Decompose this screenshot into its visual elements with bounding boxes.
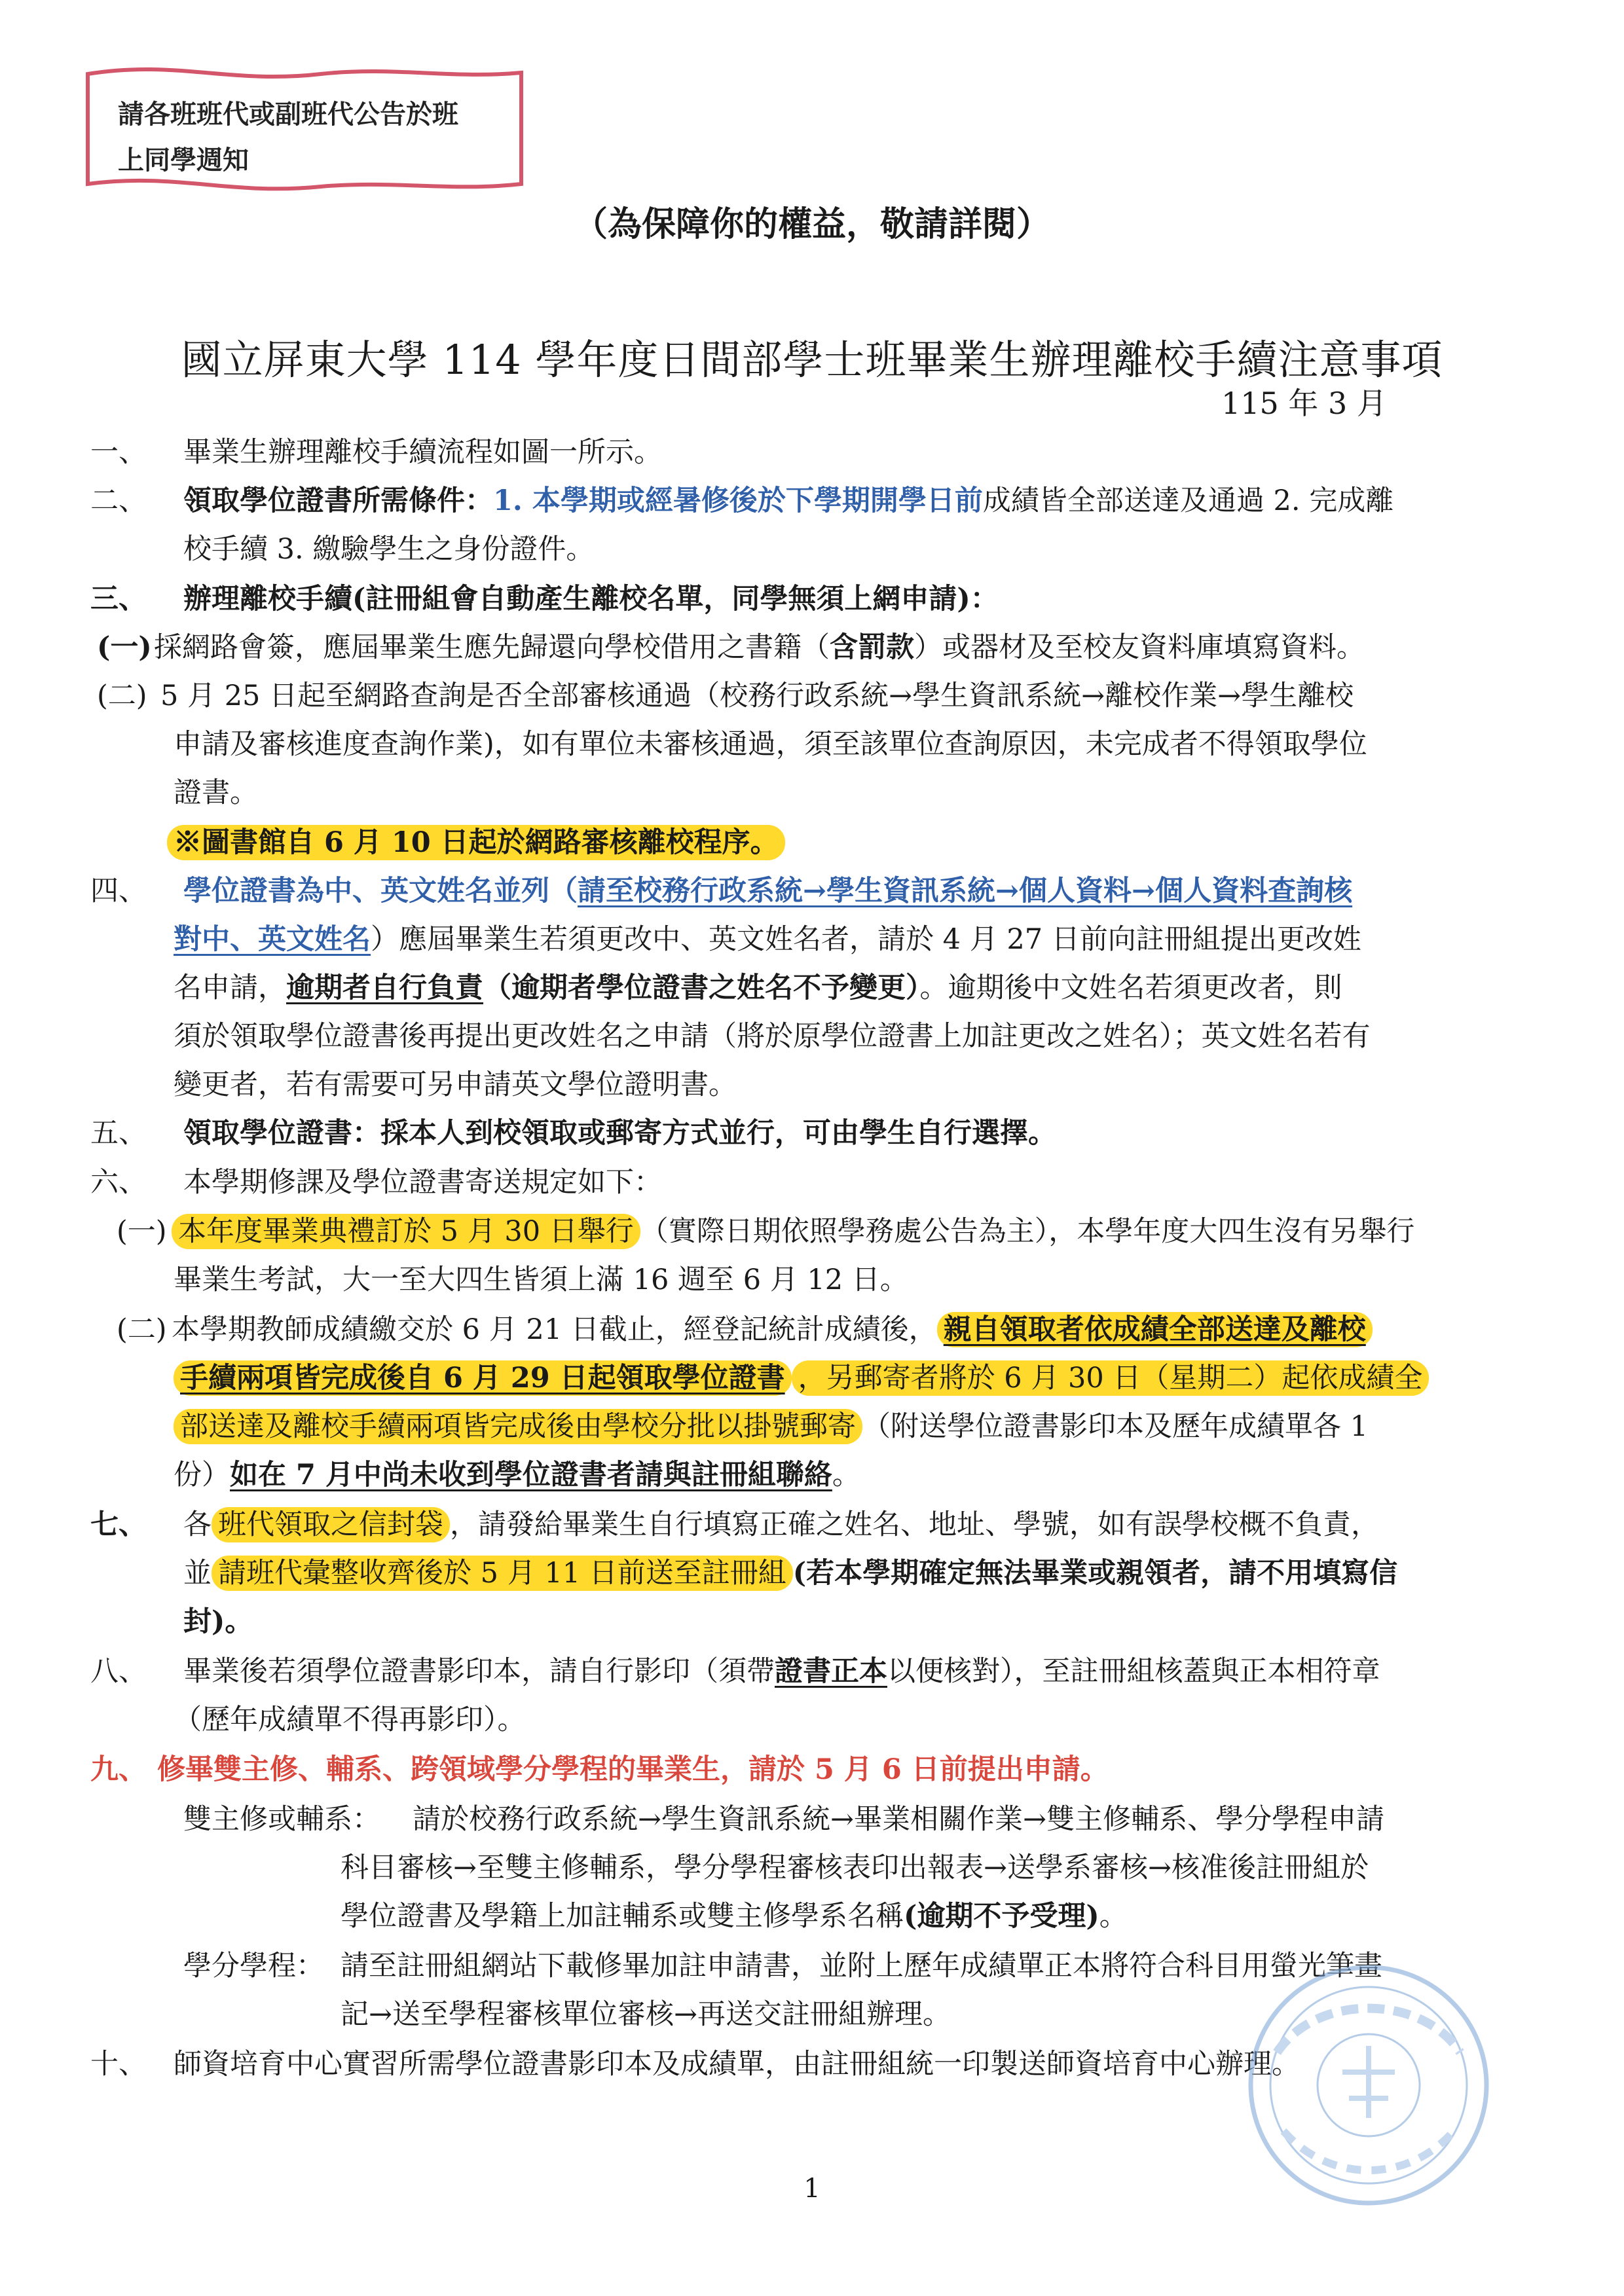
section-9-a-label: 雙主修或輔系： [183,1803,380,1836]
document-date: 115 年 3 月 [1221,386,1387,421]
notice-banner-text [118,92,458,183]
section-8-bold: 證書正本 [775,1655,887,1688]
section-8-line-1 [183,1651,1380,1692]
section-9-heading: 修畢雙主修、輔系、跨領域學分學程的畢業生，請於 5 月 6 日前提出申請。 [157,1753,1109,1786]
section-3-number: 三、 [90,583,147,615]
section-10-text: 師資培育中心實習所需學位證書影印本及成績單，由註冊組統一印製送師資培育中心辦理。 [174,2048,1300,2081]
section-7-pre: 各 [183,1508,212,1541]
section-4-l3-post: 。逾期後中文姓名若須更改者，則 [919,972,1342,1004]
section-4-blue-heading: 學位證書為中、英文姓名並列（ [183,875,578,907]
section-6-b-l4-pre: 份） [174,1459,230,1491]
ceremony-highlight: 本年度畢業典禮訂於 5 月 30 日舉行 [172,1214,640,1249]
section-8-pre: 畢業後若須學位證書影印本，請自行影印（須帶 [183,1655,775,1688]
section-3-library-note [167,822,785,863]
section-3-a-number: (一) [97,631,152,664]
library-note-highlight: ※圖書館自 6 月 10 日起於網路審核離校程序。 [167,825,785,860]
section-8-post: 以便核對），至註冊組核蓋與正本相符章 [887,1655,1380,1688]
section-4-line-2-rest: ）應屆畢業生若須更改中、英文姓名者，請於 4 月 27 日前向註冊組提出更改姓 [371,923,1361,956]
document-title: 國立屏東大學 114 學年度日間部學士班畢業生辦理離校手續注意事項 [181,336,1443,384]
section-9-a-l3-pre: 學位證書及學籍上加註輔系或雙主修學系名稱 [341,1900,904,1933]
section-2-number: 二、 [90,484,147,517]
section-7-l2-bold: (若本學期確定無法畢業或親領者，請不用填寫信 [792,1557,1398,1590]
deadline-highlight: 請班代彙整收齊後於 5 月 11 日前送至註冊組 [212,1556,793,1591]
section-3-heading: 辦理離校手續(註冊組會自動產生離校名單，同學無須上網申請)： [183,583,999,615]
section-4-line-2 [174,919,1361,960]
section-7-l2-pre: 並 [183,1557,212,1590]
section-9-a-line-1: 請於校務行政系統→學生資訊系統→畢業相關作業→雙主修輔系、學分學程申請 [413,1803,1385,1836]
section-9-b-label: 學分學程： [183,1950,324,1982]
section-8-number: 八、 [90,1655,147,1688]
section-6-b-line-4 [174,1455,860,1495]
section-6-b-highlight-4: 部送達及離校手續兩項皆完成後由學校分批以掛號郵寄 [174,1409,862,1444]
section-4-line-4: 須於領取學位證書後再提出更改姓名之申請（將於原學位證書上加註更改之姓名）；英文姓名若有 [174,1020,1371,1053]
section-9-a-line-2: 科目審核→至雙主修輔系，學分學程審核表印出報表→送學系審核→核准後註冊組於 [341,1851,1369,1884]
section-2-line-1 [183,481,1393,521]
section-10-number: 十、 [90,2048,147,2081]
section-9-a-line-3 [341,1896,1128,1937]
section-6-b-line-3-rest: （附送學位證書影印本及歷年成績單各 1 [862,1410,1369,1443]
section-7-line-3: 封)。 [183,1605,253,1638]
section-7-line-1 [183,1504,1379,1545]
section-6-b-line-1 [172,1309,1373,1350]
section-6-a-line-2: 畢業生考試，大一至大四生皆須上滿 16 週至 6 月 12 日。 [174,1264,908,1296]
section-3-b-line-1: 5 月 25 日起至網路查詢是否全部審核通過（校務行政系統→學生資訊系統→離校作業→學生離校 [160,680,1354,712]
section-2-line-2: 校手續 3. 繳驗學生之身份證件。 [183,533,595,566]
section-6-b-highlight-3: ，另郵寄者將於 6 月 30 日（星期二）起依成績全 [792,1360,1430,1396]
section-9-b-line-2: 記→送至學程審核單位審核→再送交註冊組辦理。 [341,1998,951,2031]
section-6-b-pre: 本學期教師成績繳交於 6 月 21 日截止，經登記統計成績後， [172,1313,937,1346]
page-number: 1 [803,2174,821,2204]
section-2-rest: 成績皆全部送達及通過 2. 完成離 [982,484,1394,517]
subtitle: （為保障你的權益，敬請詳閱） [573,205,1050,244]
section-6-b-l4-bold: 如在 7 月中尚未收到學位證書者請與註冊組聯絡 [230,1459,832,1491]
section-6-a-rest: （實際日期依照學務處公告為主），本學年度大四生沒有另舉行 [640,1215,1415,1248]
section-6-b-highlight-2: 手續兩項皆完成後自 6 月 29 日起領取學位證書 [174,1360,792,1396]
section-4-line-3 [174,968,1342,1008]
section-2-label: 領取學位證書所需條件： [183,484,493,517]
section-3-a-post: ）或器材及至校友資料庫填寫資料。 [914,631,1365,664]
section-3-a-text [154,627,1365,668]
section-7-line-2 [183,1553,1397,1594]
section-6-b-line-3 [174,1406,1368,1447]
section-6-b-line-2 [174,1358,1429,1398]
section-6-text: 本學期修課及學位證書寄送規定如下： [183,1166,662,1199]
envelope-highlight: 班代領取之信封袋 [212,1507,450,1542]
section-5-number: 五、 [90,1117,147,1150]
section-4-number: 四、 [90,875,147,907]
section-7-rest: ，請發給畢業生自行填寫正確之姓名、地址、學號，如有誤學校概不負責， [450,1508,1379,1541]
section-7-number: 七、 [90,1508,147,1541]
section-9-number: 九、 [90,1753,147,1786]
section-6-b-l4-post: 。 [832,1459,860,1491]
section-5-text: 領取學位證書：採本人到校領取或郵寄方式並行，可由學生自行選擇。 [183,1117,1056,1150]
section-4-link-2: 對中、英文姓名 [174,923,371,956]
section-4-l3-pre: 名申請， [174,972,286,1004]
section-3-a-bold: 含罰款 [830,631,914,664]
section-3-b-line-3: 證書。 [174,776,258,809]
section-9-a-l3-post: 。 [1099,1900,1128,1933]
section-2-condition-1: 1. 本學期或經暑修後於下學期開學日前 [493,484,983,517]
section-3-b-number: (二) [97,680,147,712]
section-8-line-2: （歷年成績單不得再影印）。 [174,1704,526,1736]
section-9-a-l3-bold: (逾期不予受理) [904,1900,1099,1933]
section-6-b-highlight-1: 親自領取者依成績全部送達及離校 [937,1312,1373,1347]
section-4-line-5: 變更者，若有需要可另申請英文學位證明書。 [174,1068,737,1101]
section-4-line-1 [183,871,1352,911]
section-9-b-line-1: 請至註冊組網站下載修畢加註申請書，並附上歷年成績單正本將符合科目用螢光筆畫 [341,1950,1382,1982]
banner-line-1: 請各班班代或副班代公告於班 [118,100,458,130]
section-3-b-line-2: 申請及審核進度查詢作業)，如有單位未審核通過，須至該單位查詢原因，未完成者不得領取學位 [174,728,1367,761]
section-6-b-number: (二) [117,1313,167,1346]
section-4-link-1: 請至校務行政系統→學生資訊系統→個人資料→個人資料查詢核 [578,875,1353,907]
section-4-l3-underlined: 逾期者自行負責 [286,972,483,1004]
section-1-number: 一、 [90,436,147,469]
section-6-a-number: (一) [117,1215,167,1248]
section-1-text: 畢業生辦理離校手續流程如圖一所示。 [183,436,662,469]
section-6-number: 六、 [90,1166,147,1199]
section-3-a-pre: 採網路會簽，應屆畢業生應先歸還向學校借用之書籍（ [154,631,830,664]
banner-line-2: 上同學週知 [118,145,249,175]
section-6-a-line-1 [172,1211,1414,1252]
section-4-l3-bold: （逾期者學位證書之姓名不予變更） [483,972,920,1004]
